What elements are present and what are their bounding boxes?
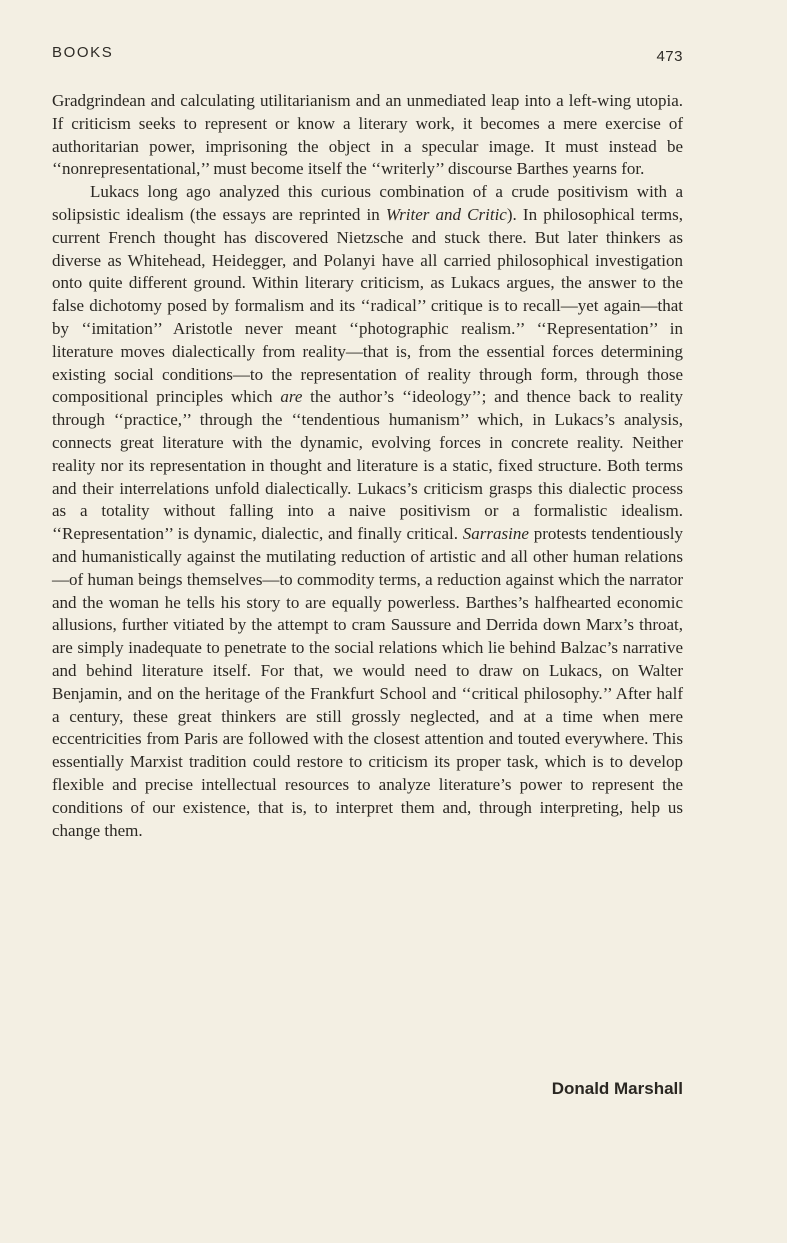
text-segment: the author’s ‘‘ideology’’; and thence back to reality through ‘‘practice,’’ through the ‘‘tendentious humanism’’ which, in Lukacs’s analysis, connects great literature with the dynamic, evolving forces in concrete reality. Neither reality nor its representation in thought and literature is a static, fixed structure. Both terms and their interrelations unfold dialectically. Lukacs’s criticism grasps this dialectic process as a totality without falling into a naive positivism or a formalistic idealism. ‘‘Representation’’ is dynamic, dialectic, and finally critical. <box>52 387 683 544</box>
author-signature: Donald Marshall <box>551 1079 683 1098</box>
book-title-writer-and-critic: Writer and Critic <box>385 204 507 224</box>
paragraph-2 <box>52 181 683 842</box>
book-title-sarrasine: Sarrasine <box>462 524 529 544</box>
paragraph-1 <box>52 90 683 181</box>
text-segment: protests tendentiously and humanistically against the mutilating reduction of artistic and all other human relations—of human beings themselves—to commodity terms, a reduction against which the narrator and the woman he tells his story to are equally powerless. Barthes’s halfhearted economic allusions, further vitiated by the attempt to cram Saussure and Derrida down Marx’s throat, are simply inadequate to penetrate to the social relations which lie behind Balzac’s narrative and behind literature itself. For that, we would need to draw on Lukacs, on Walter Benjamin, and on the heritage of the Frankfurt School and ‘‘critical philosophy.’’ After half a century, these great thinkers are still grossly neglected, and at a time when mere eccentricities from Paris are followed with the closest attention and touted everywhere. This essentially Marxist tradition could restore to criticism its proper task, which is to develop flexible and precise intellectual resources to analyze literature’s power to represent the conditions of our existence, that is, to interpret them and, through interpreting, help us change them. <box>52 524 684 840</box>
text-segment: Lukacs long ago analyzed this curious combination of a crude positivism with a solipsistic idealism (the essays are reprinted in <box>52 182 683 224</box>
running-head <box>52 44 683 68</box>
emphasis-are: are <box>280 387 303 407</box>
section-label: BOOKS <box>52 44 114 61</box>
article-body <box>52 90 683 842</box>
text-segment: ). In philosophical terms, current French thought has discovered Nietzsche and stuck there. But later thinkers as diverse as Whitehead, Heidegger, and Polanyi have all carried philosophical investigation onto quite different ground. Within literary criticism, as Lukacs argues, the answer to the false dichotomy posed by formalism and its ‘‘radical’’ critique is to recall—yet again—that by ‘‘imitation’’ Aristotle never meant ‘‘photographic realism.’’ ‘‘Representation’’ in literature moves dialectically from reality—that is, from the essential forces determining existing social conditions—to the representation of reality through form, through those compositional principles which <box>52 204 683 407</box>
text-segment: Gradgrindean and calculating utilitarianism and an unmediated leap into a left-wing utopia. If criticism seeks to represent or know a literary work, it becomes a mere exercise of authoritarian power, imprisoning the object in a specular image. It must instead be ‘‘nonrepresentational,’’ must become itself the ‘‘writerly’’ discourse Barthes yearns for. <box>52 91 683 179</box>
page-number: 473 <box>656 48 683 65</box>
